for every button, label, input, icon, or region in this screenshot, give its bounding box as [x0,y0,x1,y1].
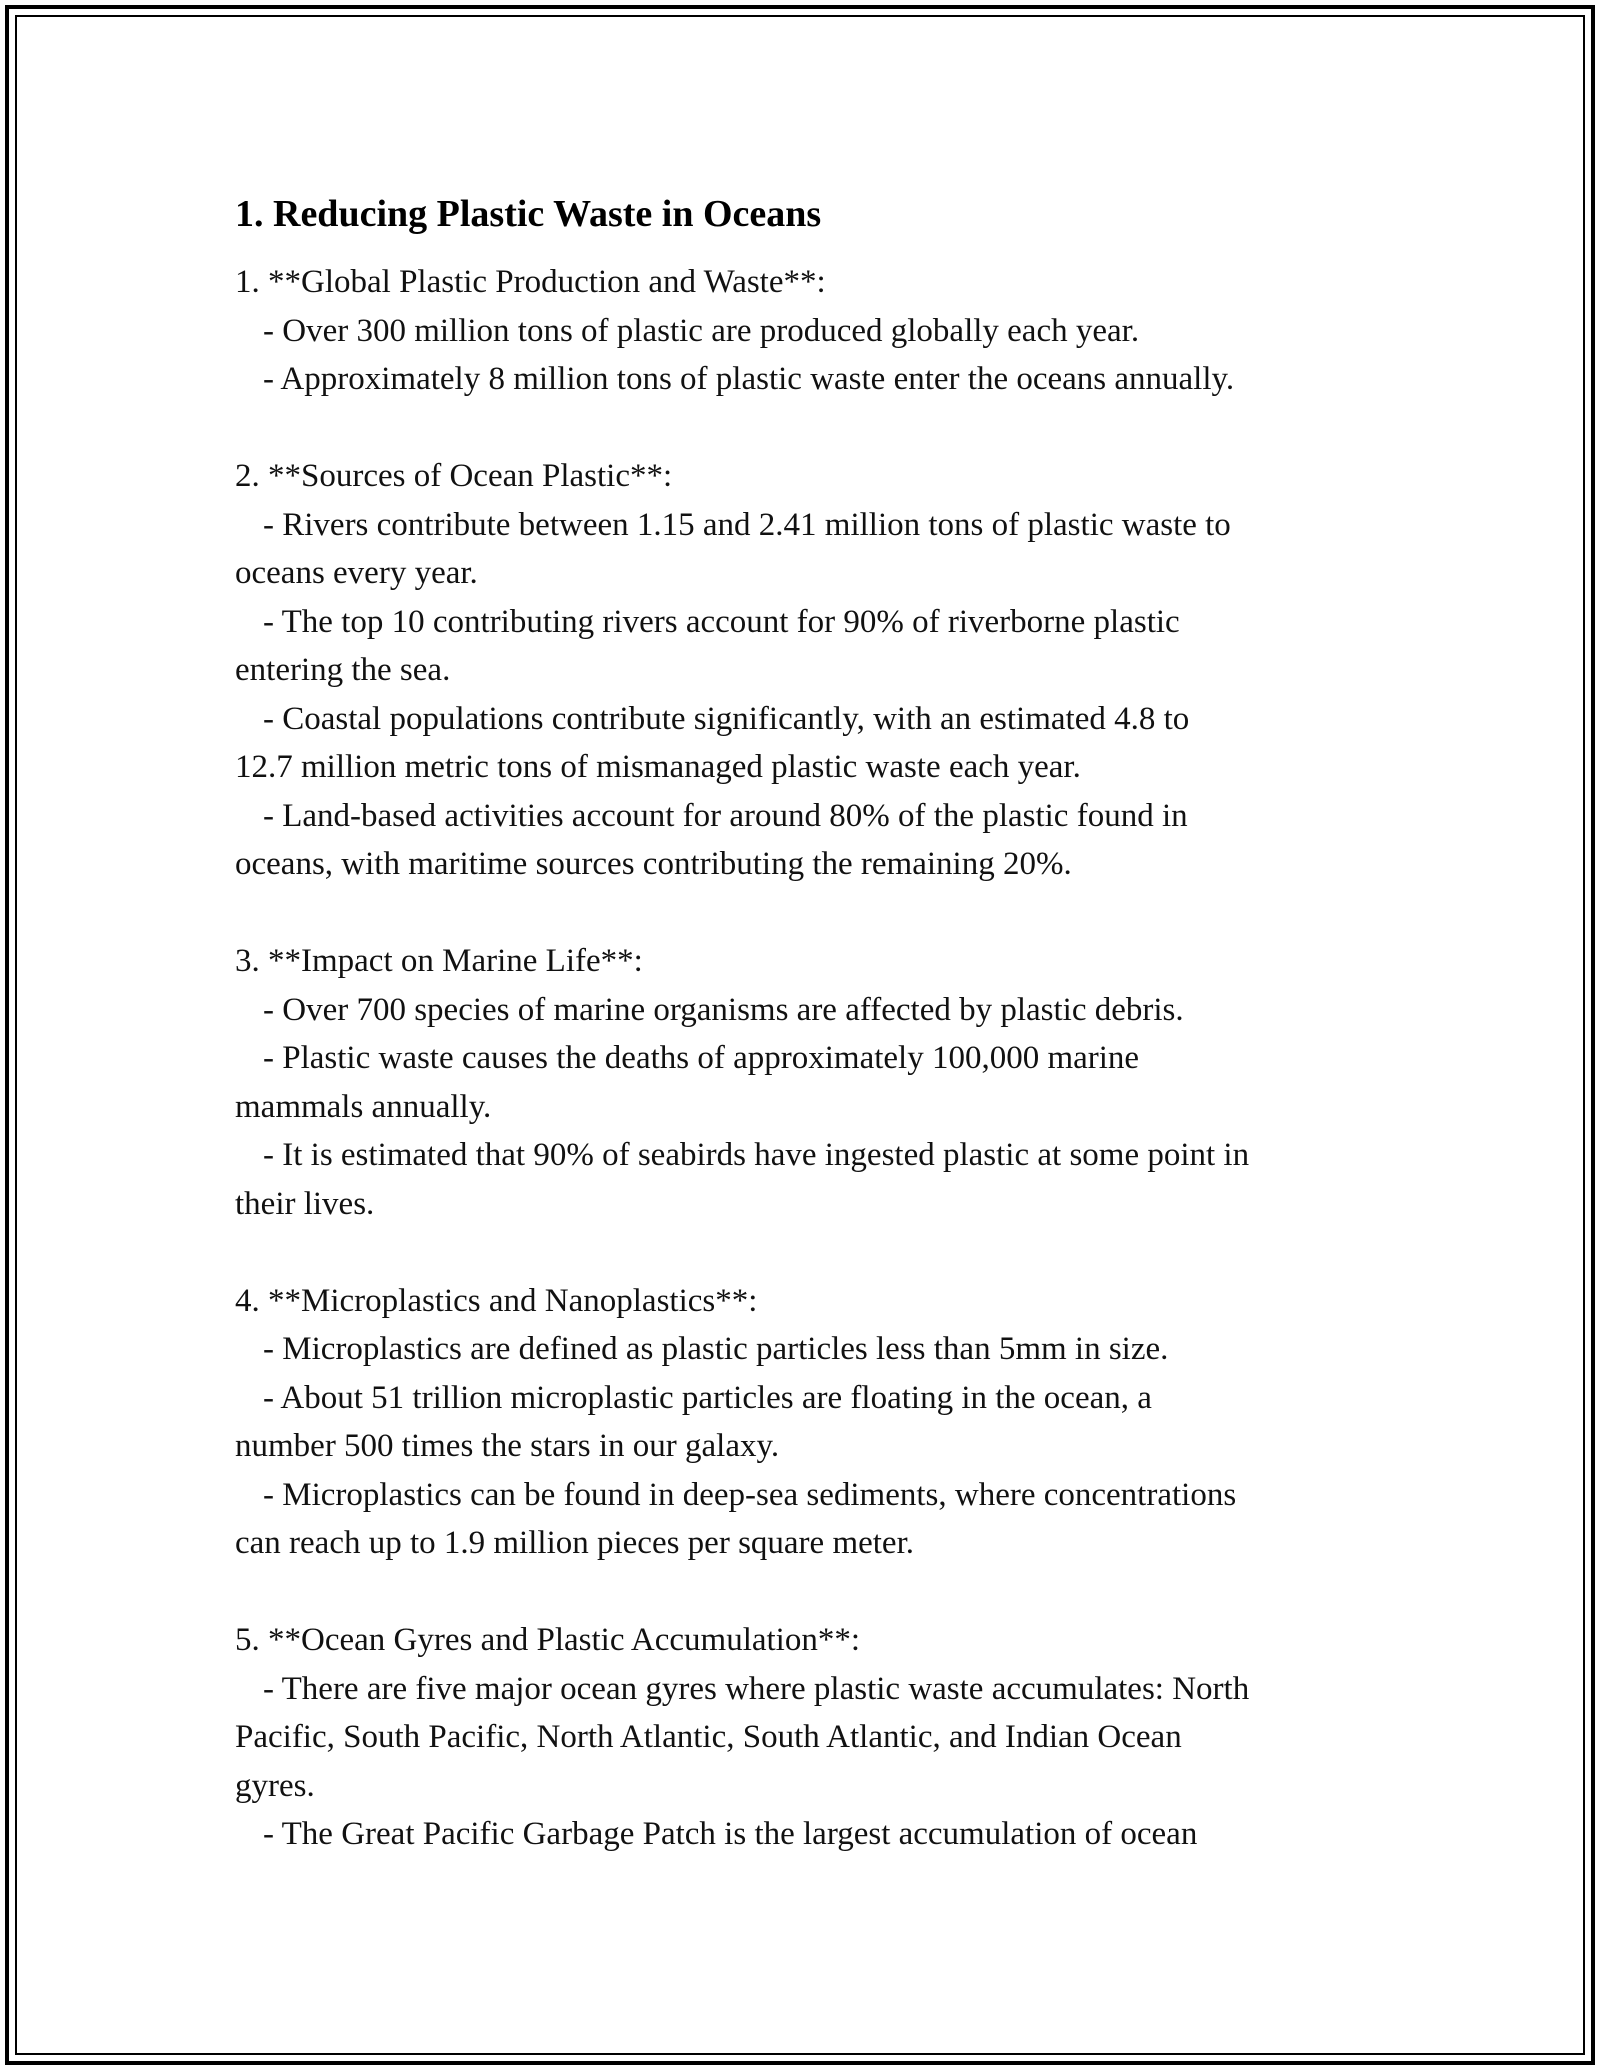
bullet-line: - There are five major ocean gyres where plastic waste accumulates: North [263,1670,1250,1707]
bullet-line: - Microplastics are defined as plastic particles less than 5mm in size. [263,1331,1169,1367]
bullet-continuation: can reach up to 1.9 million pieces per square meter. [235,1525,914,1561]
bullet-line: - It is estimated that 90% of seabirds have ingested plastic at some point in [263,1137,1250,1173]
section-microplastics [235,1277,1375,1568]
bullet-continuation: mammals annually. [235,1088,492,1125]
bullet-continuation: number 500 times the stars in our galaxy. [235,1428,780,1464]
bullet-line: - Over 700 species of marine organisms are affected by plastic debris. [263,991,1184,1028]
bullet-continuation: oceans every year. [235,555,478,591]
bullet-continuation: oceans, with maritime sources contributing the remaining 20%. [235,846,1072,882]
bullet-line: - Over 300 million tons of plastic are produced globally each year. [263,312,1140,349]
section-gap [235,1228,1375,1277]
bullet-continuation: Pacific, South Pacific, North Atlantic, South Atlantic, and Indian Ocean [235,1719,1182,1755]
bullet-continuation: their lives. [235,1185,375,1222]
bullet-line: - The top 10 contributing rivers account for 90% of riverborne plastic [263,603,1180,640]
section-gap [235,404,1375,453]
bullet-continuation: entering the sea. [235,652,451,688]
section-title: 1. **Global Plastic Production and Waste**: [235,264,826,300]
bullet-line: - The Great Pacific Garbage Patch is the largest accumulation of ocean [263,1816,1198,1852]
bullet-line: - Approximately 8 million tons of plastic waste enter the oceans annually. [263,361,1235,397]
section-title: 5. **Ocean Gyres and Plastic Accumulation**: [235,1622,861,1658]
bullet-line: - Microplastics can be found in deep-sea sediments, where concentrations [263,1476,1237,1513]
section-title: 2. **Sources of Ocean Plastic**: [235,458,673,494]
section-marine-life [235,937,1375,1228]
bullet-continuation: gyres. [235,1767,315,1804]
section-global-production [235,258,1375,404]
bullet-continuation: 12.7 million metric tons of mismanaged plastic waste each year. [235,749,1081,785]
section-gap [235,889,1375,938]
bullet-line: - Rivers contribute between 1.15 and 2.41 million tons of plastic waste to [263,506,1231,543]
document-body [235,190,1375,1859]
bullet-line: - About 51 trillion microplastic particles are floating in the ocean, a [263,1379,1152,1416]
section-ocean-gyres [235,1616,1375,1859]
bullet-line: - Coastal populations contribute significantly, with an estimated 4.8 to [263,700,1190,737]
document-heading: 1. Reducing Plastic Waste in Oceans [235,193,822,235]
section-title: 4. **Microplastics and Nanoplastics**: [235,1282,758,1319]
bullet-line: - Plastic waste causes the deaths of approximately 100,000 marine [263,1040,1140,1076]
section-sources [235,452,1375,889]
section-title: 3. **Impact on Marine Life**: [235,943,643,979]
bullet-line: - Land-based activities account for around 80% of the plastic found in [263,797,1188,834]
section-gap [235,1568,1375,1617]
